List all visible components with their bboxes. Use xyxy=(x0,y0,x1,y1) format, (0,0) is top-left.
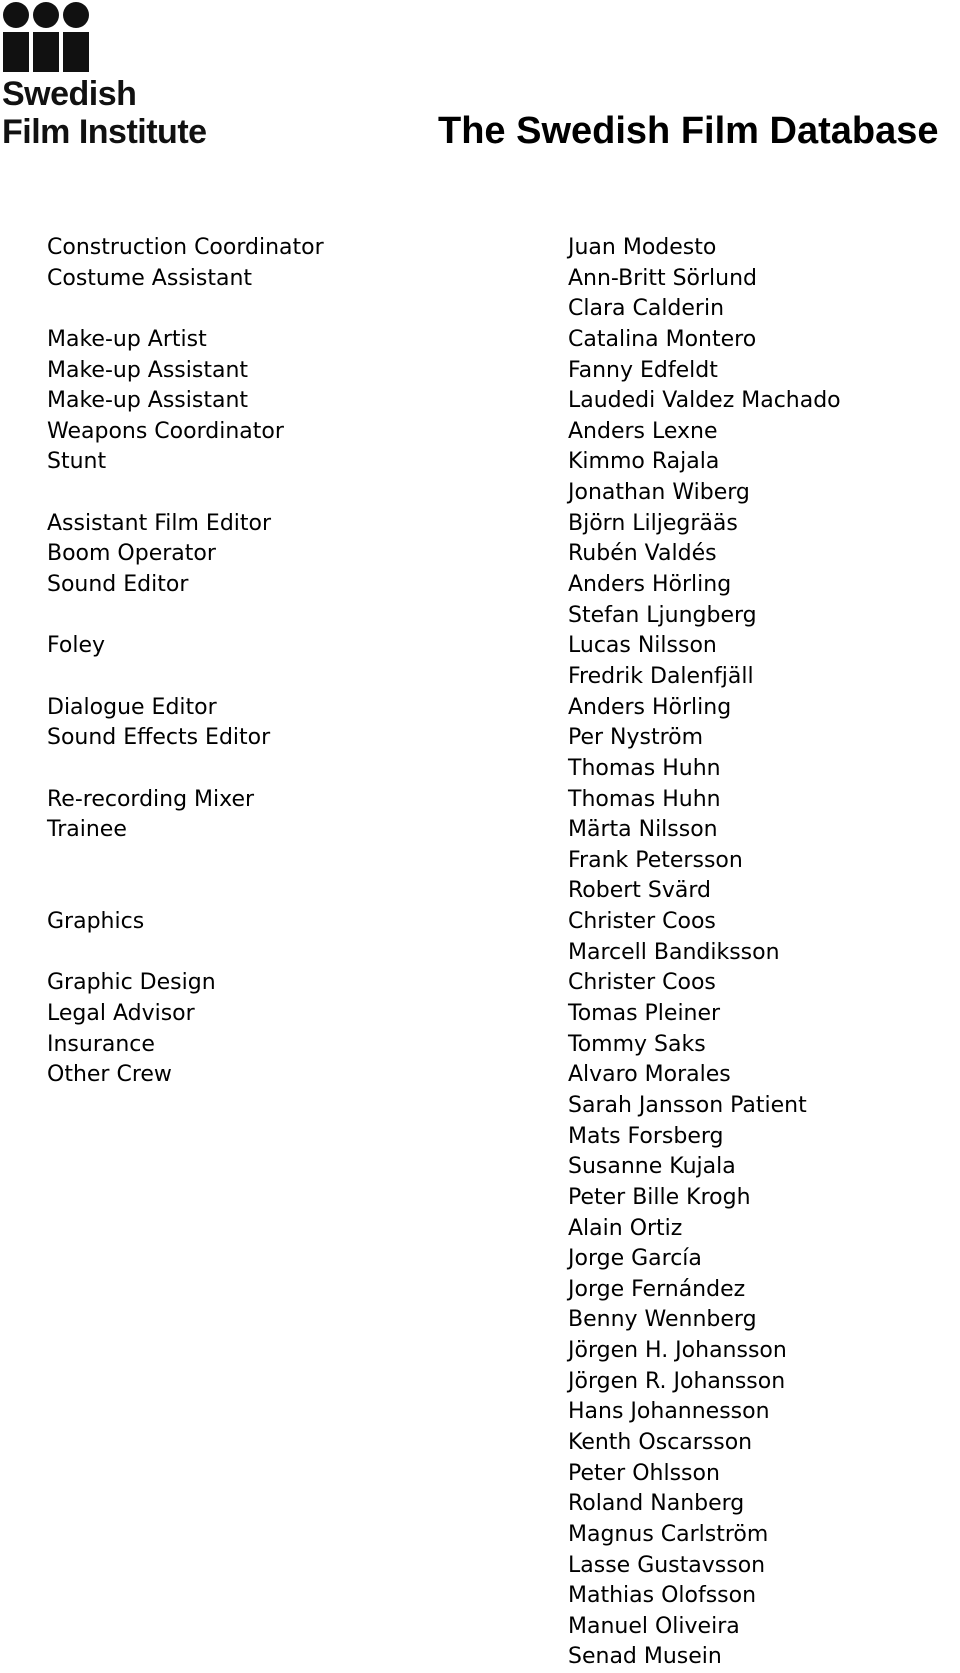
crew-member-name: Manuel Oliveira xyxy=(568,1613,740,1639)
crew-role: Graphic Design xyxy=(47,970,216,996)
crew-role: Make-up Assistant xyxy=(47,357,249,383)
crew-member-name: Kenth Oscarsson xyxy=(568,1429,753,1455)
crew-member-name: Alvaro Morales xyxy=(568,1062,731,1088)
crew-role: Construction Coordinator xyxy=(47,235,324,260)
page-title: The Swedish Film Database xyxy=(438,110,939,152)
crew-member-name: Susanne Kujala xyxy=(568,1154,736,1180)
crew-member-name: Hans Johannesson xyxy=(568,1399,770,1425)
crew-role xyxy=(47,846,527,877)
logo-name-line2: Film Institute xyxy=(2,113,207,151)
crew-member-name: Rubén Valdés xyxy=(568,541,717,567)
crew-role: Re-recording Mixer xyxy=(47,786,255,812)
crew-member-name: Juan Modesto xyxy=(568,235,717,260)
crew-member-name: Peter Bille Krogh xyxy=(568,1184,751,1210)
crew-role: Stunt xyxy=(47,449,107,475)
crew-member-name: Tommy Saks xyxy=(568,1031,706,1057)
crew-member-name: Jörgen H. Johansson xyxy=(568,1338,787,1364)
crew-member-name: Jorge Fernández xyxy=(568,1276,746,1302)
crew-member-name: Christer Coos xyxy=(568,970,716,996)
crew-member-name: Frank Petersson xyxy=(568,847,743,873)
logo-mark-icon xyxy=(2,2,102,72)
crew-role xyxy=(47,601,527,632)
crew-role: Legal Advisor xyxy=(47,1001,195,1027)
crew-member-name: Peter Ohlsson xyxy=(568,1460,720,1486)
crew-member-name: Kimmo Rajala xyxy=(568,449,720,475)
crew-member-name: Fredrik Dalenfjäll xyxy=(568,663,754,689)
crew-role: Make-up Artist xyxy=(47,326,207,352)
crew-member-name: Märta Nilsson xyxy=(568,817,718,843)
crew-role: Foley xyxy=(47,633,105,659)
crew-member-name: Mathias Olofsson xyxy=(568,1583,757,1609)
crew-member-name: Lasse Gustavsson xyxy=(568,1552,766,1578)
crew-member-name: Thomas Huhn xyxy=(568,755,721,781)
crew-member-name: Fanny Edfeldt xyxy=(568,357,718,383)
crew-role xyxy=(47,938,527,969)
crew-role xyxy=(47,478,527,509)
crew-role: Sound Editor xyxy=(47,572,189,598)
crew-member-name: Alain Ortiz xyxy=(568,1215,683,1241)
crew-roles-column xyxy=(47,233,527,1091)
crew-role: Other Crew xyxy=(47,1062,172,1088)
crew-member-name: Jonathan Wiberg xyxy=(568,480,750,506)
crew-member-name: Magnus Carlström xyxy=(568,1521,769,1547)
crew-member-name: Anders Hörling xyxy=(568,694,732,720)
crew-role: Insurance xyxy=(47,1031,155,1057)
crew-member-name: Clara Calderin xyxy=(568,296,725,322)
crew-role: Sound Effects Editor xyxy=(47,725,271,751)
crew-names-column xyxy=(568,233,948,1673)
crew-member-name: Benny Wennberg xyxy=(568,1307,757,1333)
crew-member-name: Anders Lexne xyxy=(568,418,718,444)
logo-name-line1: Swedish xyxy=(2,75,137,113)
crew-member-name: Björn Liljegrääs xyxy=(568,510,738,536)
crew-role xyxy=(47,754,527,785)
crew-role xyxy=(47,876,527,907)
crew-role xyxy=(47,662,527,693)
crew-role: Make-up Assistant xyxy=(47,388,249,414)
crew-member-name: Tomas Pleiner xyxy=(568,1001,721,1027)
crew-member-name: Robert Svärd xyxy=(568,878,712,904)
crew-role: Weapons Coordinator xyxy=(47,418,284,444)
crew-role: Graphics xyxy=(47,909,145,935)
crew-role: Assistant Film Editor xyxy=(47,510,272,536)
logo-wordmark xyxy=(2,75,207,151)
crew-role: Boom Operator xyxy=(47,541,216,567)
crew-member-name: Ann-Britt Sörlund xyxy=(568,265,758,291)
crew-member-name: Jorge García xyxy=(568,1246,702,1272)
crew-member-name: Laudedi Valdez Machado xyxy=(568,388,841,414)
crew-member-name: Stefan Ljungberg xyxy=(568,602,757,628)
crew-member-name: Sarah Jansson Patient xyxy=(568,1092,807,1118)
crew-member-name: Thomas Huhn xyxy=(568,786,721,812)
crew-member-name: Senad Musein xyxy=(568,1644,722,1670)
crew-member-name: Roland Nanberg xyxy=(568,1491,745,1517)
crew-member-name: Lucas Nilsson xyxy=(568,633,717,659)
crew-member-name: Per Nyström xyxy=(568,725,704,751)
crew-member-name: Jörgen R. Johansson xyxy=(568,1368,786,1394)
crew-member-name: Catalina Montero xyxy=(568,326,757,352)
crew-member-name: Marcell Bandiksson xyxy=(568,939,780,965)
swedish-film-institute-logo xyxy=(2,2,232,152)
crew-role: Dialogue Editor xyxy=(47,694,217,720)
crew-member-name: Christer Coos xyxy=(568,909,716,935)
crew-role: Trainee xyxy=(47,817,127,843)
crew-role: Costume Assistant xyxy=(47,265,253,291)
crew-role xyxy=(47,294,527,325)
crew-member-name: Anders Hörling xyxy=(568,572,732,598)
crew-member-name: Mats Forsberg xyxy=(568,1123,724,1149)
